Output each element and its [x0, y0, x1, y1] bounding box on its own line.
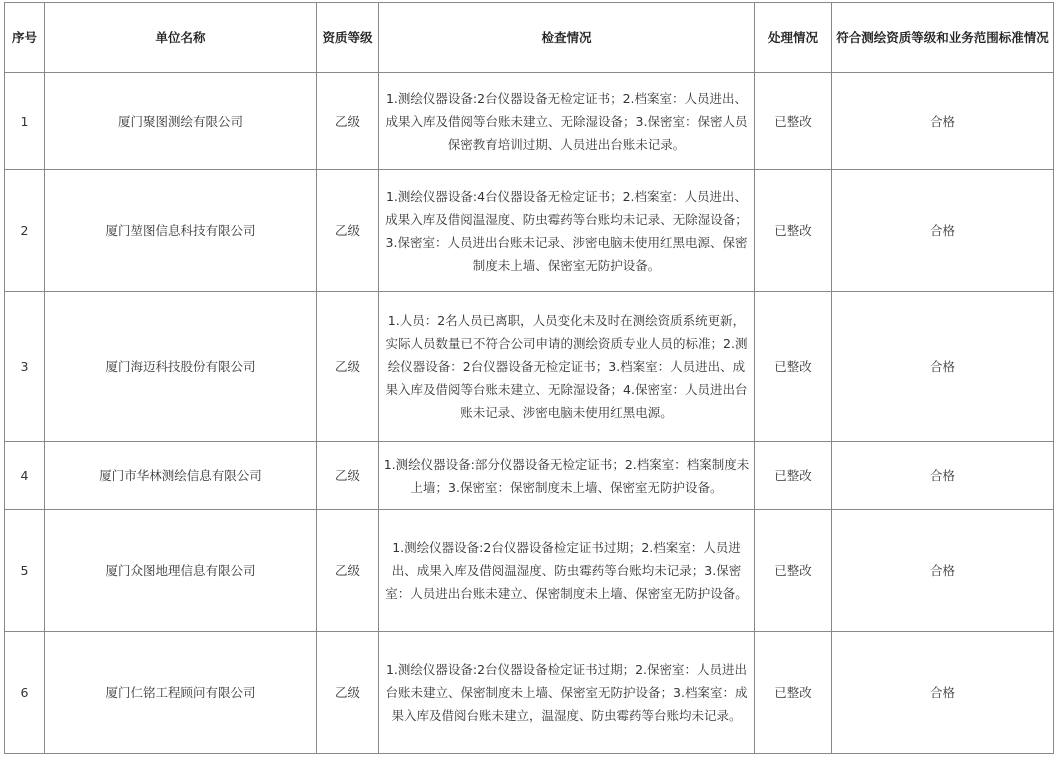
cell-check: 1.人员：2名人员已离职，人员变化未及时在测绘资质系统更新，实际人员数量已不符合公司申请的测绘资质专业人员的标准；2.测绘仪器设备：2台仪器设备无检定证书；3.档案室：人员进出、成果入库及借阅等台账未建立、无除湿设备；4.保密室：人员进出台账未记录、涉密电脑未使用红黑电源。	[379, 292, 755, 442]
header-conform: 符合测绘资质等级和业务范围标准情况	[832, 3, 1054, 73]
cell-check: 1.测绘仪器设备:2台仪器设备无检定证书；2.档案室：人员进出、成果入库及借阅等台账未建立、无除湿设备；3.保密室：保密人员保密教育培训过期、人员进出台账未记录。	[379, 73, 755, 170]
cell-conform: 合格	[832, 442, 1054, 510]
cell-no: 6	[5, 632, 45, 754]
cell-handle: 已整改	[755, 632, 832, 754]
cell-check: 1.测绘仪器设备:4台仪器设备无检定证书；2.档案室：人员进出、成果入库及借阅温湿度、防虫霉药等台账均未记录、无除湿设备；3.保密室：人员进出台账未记录、涉密电脑未使用红黑电源、保密制度未上墙、保密室无防护设备。	[379, 170, 755, 292]
cell-conform: 合格	[832, 170, 1054, 292]
cell-level: 乙级	[317, 632, 379, 754]
header-no: 序号	[5, 3, 45, 73]
cell-no: 2	[5, 170, 45, 292]
cell-level: 乙级	[317, 442, 379, 510]
cell-level: 乙级	[317, 73, 379, 170]
table-row	[5, 632, 1054, 754]
cell-unit: 厦门市华林测绘信息有限公司	[45, 442, 317, 510]
cell-unit: 厦门众图地理信息有限公司	[45, 510, 317, 632]
table-row	[5, 442, 1054, 510]
header-level: 资质等级	[317, 3, 379, 73]
cell-check: 1.测绘仪器设备:2台仪器设备检定证书过期；2.档案室：人员进出、成果入库及借阅温湿度、防虫霉药等台账均未记录；3.保密室：人员进出台账未建立、保密制度未上墙、保密室无防护设备。	[379, 510, 755, 632]
table-row	[5, 510, 1054, 632]
cell-handle: 已整改	[755, 442, 832, 510]
table-row	[5, 292, 1054, 442]
cell-conform: 合格	[832, 73, 1054, 170]
cell-no: 3	[5, 292, 45, 442]
cell-unit: 厦门聚图测绘有限公司	[45, 73, 317, 170]
cell-unit: 厦门堃图信息科技有限公司	[45, 170, 317, 292]
cell-conform: 合格	[832, 632, 1054, 754]
cell-handle: 已整改	[755, 73, 832, 170]
cell-conform: 合格	[832, 292, 1054, 442]
table-row	[5, 73, 1054, 170]
cell-check: 1.测绘仪器设备:部分仪器设备无检定证书；2.档案室：档案制度未上墙；3.保密室：保密制度未上墙、保密室无防护设备。	[379, 442, 755, 510]
inspection-table	[4, 2, 1054, 754]
cell-level: 乙级	[317, 510, 379, 632]
cell-level: 乙级	[317, 170, 379, 292]
cell-unit: 厦门仁铭工程顾问有限公司	[45, 632, 317, 754]
header-check: 检查情况	[379, 3, 755, 73]
header-unit: 单位名称	[45, 3, 317, 73]
cell-check: 1.测绘仪器设备:2台仪器设备检定证书过期；2.保密室：人员进出台账未建立、保密制度未上墙、保密室无防护设备；3.档案室：成果入库及借阅台账未建立，温湿度、防虫霉药等台账均未记录。	[379, 632, 755, 754]
cell-no: 1	[5, 73, 45, 170]
cell-no: 4	[5, 442, 45, 510]
table-row	[5, 170, 1054, 292]
header-row	[5, 3, 1054, 73]
cell-handle: 已整改	[755, 292, 832, 442]
cell-handle: 已整改	[755, 510, 832, 632]
cell-handle: 已整改	[755, 170, 832, 292]
cell-no: 5	[5, 510, 45, 632]
cell-unit: 厦门海迈科技股份有限公司	[45, 292, 317, 442]
header-handle: 处理情况	[755, 3, 832, 73]
cell-level: 乙级	[317, 292, 379, 442]
cell-conform: 合格	[832, 510, 1054, 632]
